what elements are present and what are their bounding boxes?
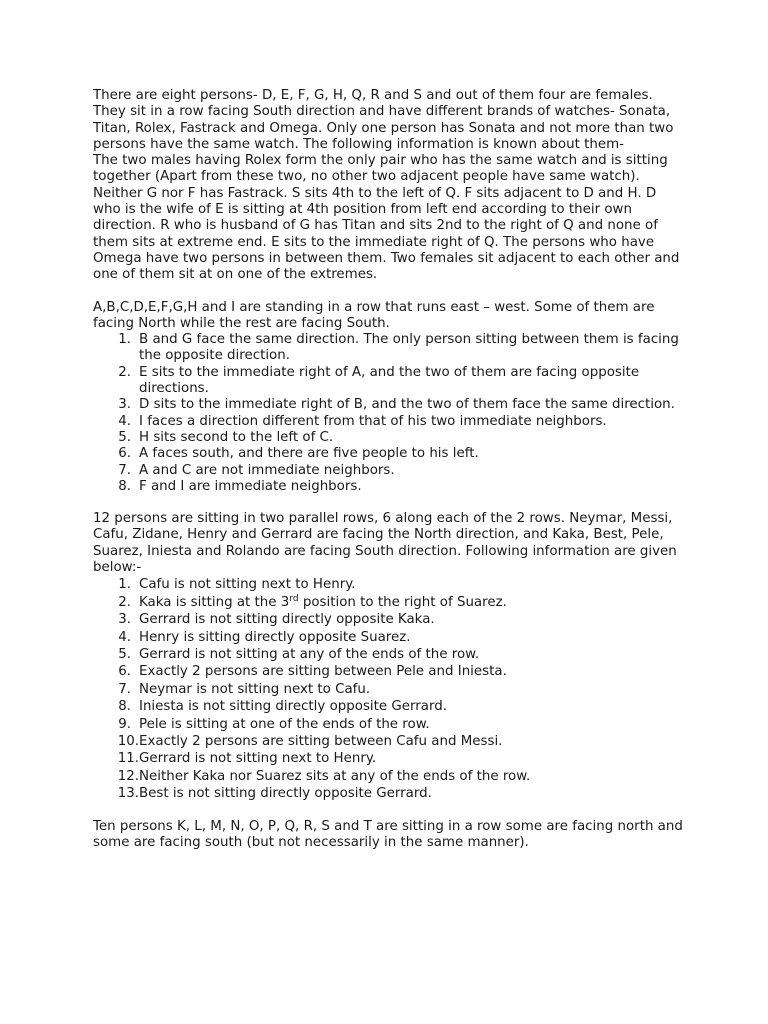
list-item: 3. D sits to the immediate right of B, and the two of them face the same direction. <box>118 397 675 413</box>
list-item: 12. Neither Kaka nor Suarez sits at any of the ends of the row. <box>117 768 531 784</box>
list-item: 1. B and G face the same direction. The only person sitting between them is facing the opposite direction. <box>118 332 679 364</box>
puzzle1-intro: There are eight persons- D, E, F, G, H, Q, R and S and out of them four are females. They sit in a row facing South direction and have different brands of watches- Sonata, Titan, Rolex, Fastrack and Omega. Only one person has Sonata and not more than two persons have the same watch. The following information is known about them- <box>93 88 674 152</box>
puzzle4-intro: Ten persons K, L, M, N, O, P, Q, R, S and T are sitting in a row some are facing north and some are facing south (but not necessarily in the same manner). <box>93 818 683 850</box>
list-item: 2. Kaka is sitting at the 3rd position to the right of Suarez. <box>118 593 507 610</box>
puzzle3-intro: 12 persons are sitting in two parallel rows, 6 along each of the 2 rows. Neymar, Messi, Cafu, Zidane, Henry and Gerrard are facing the North direction, and Kaka, Best, Pele, Suarez, Iniesta and Rolando are facing South direction. Following information are given below:- <box>93 511 677 576</box>
list-item: 7. A and C are not immediate neighbors. <box>118 462 395 478</box>
puzzle1-body: The two males having Rolex form the only pair who has the same watch and is sitting together (Apart from these two, no other two adjacent people have same watch). Neither G nor F has Fastrack. S sits 4th to the left of Q. F sits adjacent to D and H. D who is the wife of E is sitting at 4th position from left end according to their own direction. R who is husband of G has Titan and sits 2nd to the right of Q and none of them sits at extreme end. E sits to the immediate right of Q. The persons who have Omega have two persons in between them. Two females sit adjacent to each other and one of them sit at on one of the extremes. <box>93 153 680 283</box>
paragraph-gap <box>93 284 683 300</box>
list-item: 6. Exactly 2 persons are sitting between Pele and Iniesta. <box>118 664 507 680</box>
puzzle2-list <box>93 332 683 495</box>
list-item: 13. Best is not sitting directly opposite Gerrard. <box>117 786 432 802</box>
list-item: 4. Henry is sitting directly opposite Suarez. <box>118 629 411 645</box>
list-item: 8. Iniesta is not sitting directly opposite Gerrard. <box>118 699 448 715</box>
paragraph-gap <box>93 803 683 819</box>
paragraph-gap <box>93 495 683 511</box>
list-item: 10. Exactly 2 persons are sitting between Cafu and Messi. <box>117 733 503 749</box>
list-item: 6. A faces south, and there are five people to his left. <box>118 446 479 462</box>
list-item: 5. H sits second to the left of C. <box>118 429 334 445</box>
list-item: 3. Gerrard is not sitting directly opposite Kaka. <box>118 612 435 628</box>
document-page <box>93 88 683 851</box>
puzzle2-intro: A,B,C,D,E,F,G,H and I are standing in a row that runs east – west. Some of them are facing North while the rest are facing South. <box>93 299 655 331</box>
list-item: 7. Neymar is not sitting next to Cafu. <box>118 681 371 697</box>
puzzle3-list <box>93 576 683 802</box>
list-item: 5. Gerrard is not sitting at any of the ends of the row. <box>118 646 480 662</box>
list-item: 1. Cafu is not sitting next to Henry. <box>118 577 356 593</box>
list-item: 4. I faces a direction different from that of his two immediate neighbors. <box>118 413 607 429</box>
list-item: 8. F and I are immediate neighbors. <box>118 478 362 494</box>
list-item: 11. Gerrard is not sitting next to Henry. <box>117 751 377 767</box>
list-item: 9. Pele is sitting at one of the ends of the row. <box>118 716 430 732</box>
list-item: 2. E sits to the immediate right of A, and the two of them are facing opposite directions. <box>118 364 640 397</box>
